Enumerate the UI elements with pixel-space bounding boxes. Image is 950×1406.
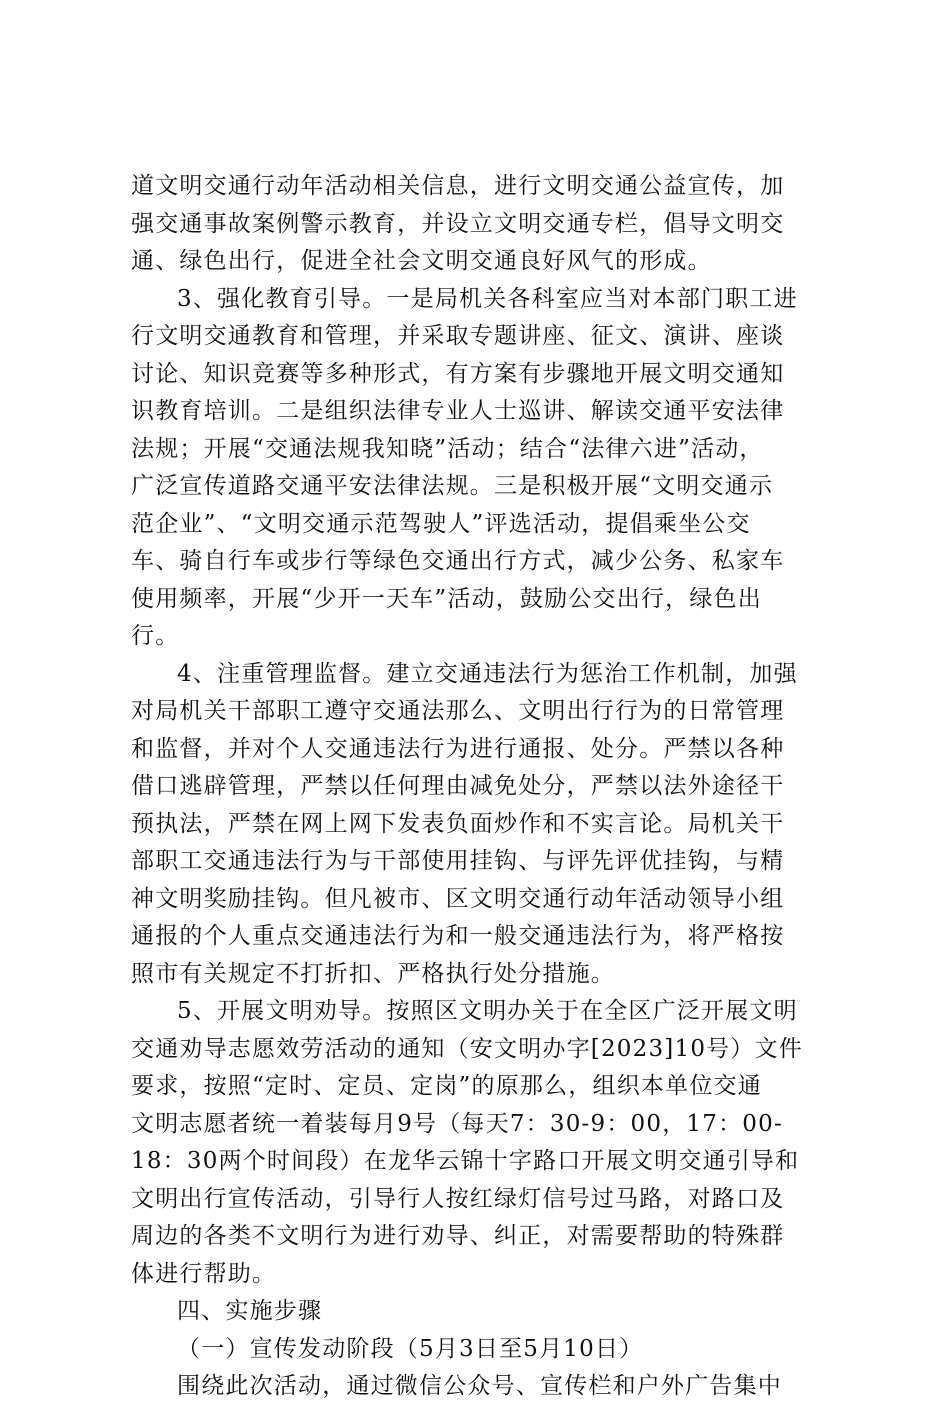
text-line: 18：30两个时间段）在龙华云锦十字路口开展文明交通引导和 xyxy=(131,1148,800,1174)
text-line: 要求，按照“定时、定员、定岗”的原那么，组织本单位交通 xyxy=(131,1073,762,1099)
text-line: 行。 xyxy=(131,623,180,649)
paragraph-heading-5: 5、开展文明劝导。按照区文明办关于在全区广泛开展文明 xyxy=(177,998,798,1024)
document-body xyxy=(131,168,821,1406)
text-line: 行文明交通教育和管理，并采取专题讲座、征文、演讲、座谈 xyxy=(131,323,785,349)
text-line: 通、绿色出行，促进全社会文明交通良好风气的形成。 xyxy=(131,248,712,274)
text-line: 强交通事故案例警示教育，并设立文明交通专栏，倡导文明交 xyxy=(131,210,785,237)
text-line: 围绕此次活动，通过微信公众号、宣传栏和户外广告集中 xyxy=(177,1373,782,1399)
text-line: 神文明奖励挂钩。但凡被市、区文明交通行动年活动领导小组 xyxy=(131,885,785,912)
text-line: 讨论、知识竞赛等多种形式，有方案有步骤地开展文明交通知 xyxy=(131,360,785,387)
subsection-heading: （一）宣传发动阶段（5月3日至5月10日） xyxy=(177,1335,644,1362)
text-line: 部职工交通违法行为与干部使用挂钩、与评先评优挂钩，与精 xyxy=(131,848,785,874)
text-line: 道文明交通行动年活动相关信息，进行文明交通公益宣传，加 xyxy=(131,173,785,199)
text-line: 对局机关干部职工遵守交通法那么、文明出行行为的日常管理 xyxy=(131,698,785,724)
text-line: 范企业”、“文明交通示范驾驶人”评选活动，提倡乘坐公交 xyxy=(131,510,751,537)
text-line: 使用频率，开展“少开一天车”活动，鼓励公交出行，绿色出 xyxy=(131,585,762,612)
paragraph-heading-3: 3、强化教育引导。一是局机关各科室应当对本部门职工进 xyxy=(177,285,798,312)
text-line: 文明志愿者统一着装每月9号（每天7：30-9：00，17：00- xyxy=(131,1110,783,1137)
text-line: 借口逃辟管理，严禁以任何理由减免处分，严禁以法外途径干 xyxy=(131,773,785,799)
text-line: 车、骑自行车或步行等绿色交通出行方式，减少公务、私家车 xyxy=(131,548,785,574)
text-line: 识教育培训。二是组织法律专业人士巡讲、解读交通平安法律 xyxy=(131,398,785,424)
text-line: 预执法，严禁在网上网下发表负面炒作和不实言论。局机关干 xyxy=(131,810,785,837)
text-line: 文明出行宣传活动，引导行人按红绿灯信号过马路，对路口及 xyxy=(131,1185,785,1212)
text-line: 法规；开展“交通法规我知晓”活动；结合“法律六进”活动， xyxy=(131,435,764,462)
text-line: 照市有关规定不打折扣、严格执行处分措施。 xyxy=(131,960,615,987)
section-heading: 四、实施步骤 xyxy=(177,1298,323,1324)
text-line: 周边的各类不文明行为进行劝导、纠正，对需要帮助的特殊群 xyxy=(131,1223,785,1249)
paragraph-heading-4: 4、注重管理监督。建立交通违法行为惩治工作机制，加强 xyxy=(177,660,798,687)
text-line: 和监督，并对个人交通违法行为进行通报、处分。严禁以各种 xyxy=(131,735,785,762)
text-line: 广泛宣传道路交通平安法律法规。三是积极开展“文明交通示 xyxy=(131,473,774,499)
text-line: 通报的个人重点交通违法行为和一般交通违法行为，将严格按 xyxy=(131,923,785,949)
text-line: 交通劝导志愿效劳活动的通知（安文明办字[2023]10号）文件 xyxy=(131,1035,803,1062)
text-line: 体进行帮助。 xyxy=(131,1260,277,1287)
